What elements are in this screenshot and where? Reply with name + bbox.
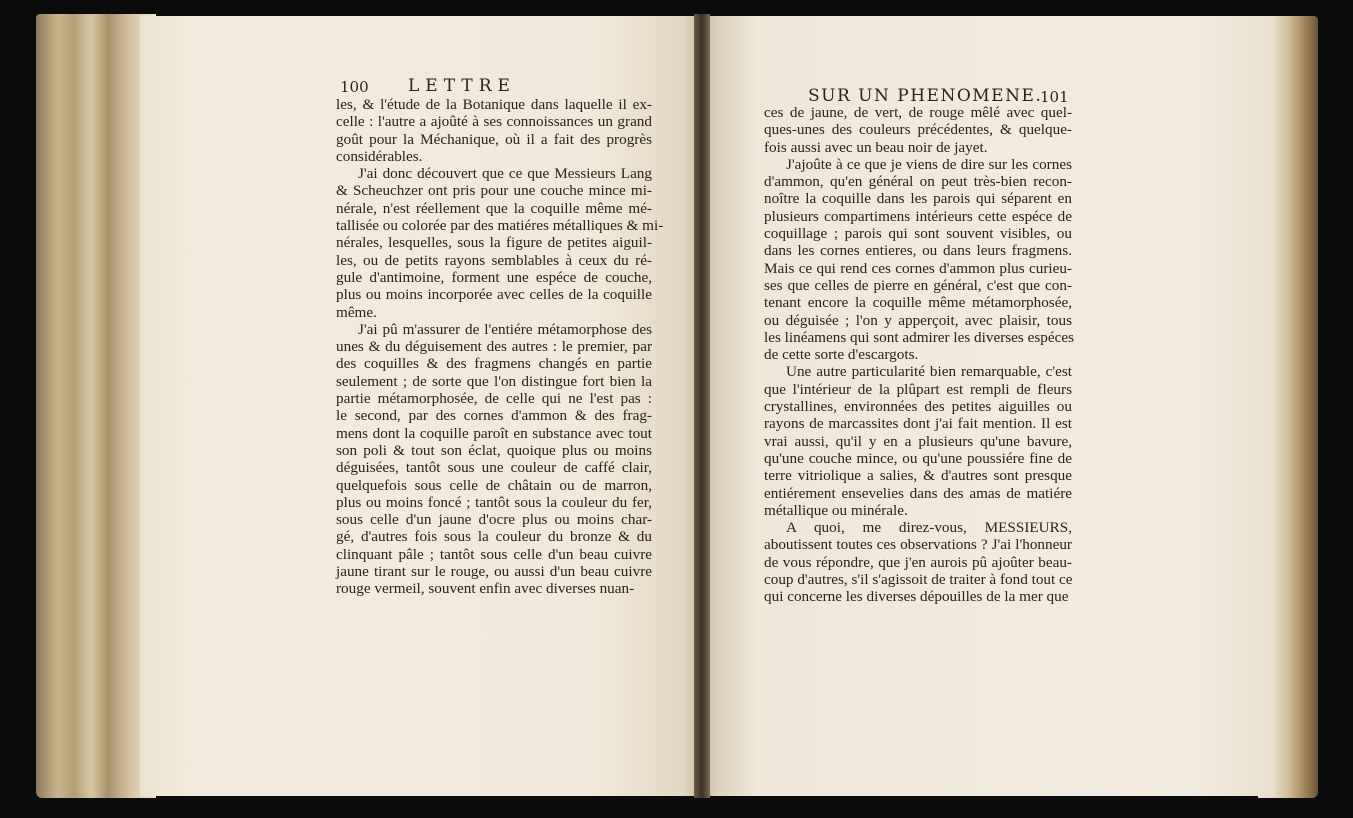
text-line: goût pour la Méchanique, où il a fait des progrès xyxy=(336,130,652,148)
text-line: gule d'antimoine, forment une espéce de couche, xyxy=(336,268,652,286)
text-line: unes & du déguisement des autres : le premier, par xyxy=(336,338,652,356)
text-line: même. xyxy=(336,303,377,321)
text-line: coup d'autres, s'il s'agissoit de traiter à fond tout ce xyxy=(764,571,1073,589)
text-line: tallisée ou colorée par des matiéres métalliques & mi- xyxy=(336,217,664,235)
text-line: & Scheuchzer ont pris pour une couche mince mi- xyxy=(336,182,652,200)
text-line: celle : l'autre a ajoûté à ses connoissances un grand xyxy=(336,113,652,131)
left-page-number: 100 xyxy=(340,78,369,96)
left-page-text xyxy=(336,96,664,598)
text-line: terre vitriolique a salies, & d'autres sont presque xyxy=(764,467,1072,485)
text-line: nérales, lesquelles, sous la figure de petites aiguil- xyxy=(336,234,652,252)
text-line: rayons de marcassites dont j'ai fait mention. Il est xyxy=(764,415,1072,433)
text-line: nérale, n'est réellement que la coquille même mé- xyxy=(336,199,652,217)
text-line: quelquefois sous celle de châtain ou de marron, xyxy=(336,476,652,494)
text-line: sous celle d'un jaune d'ocre plus ou moins char- xyxy=(336,511,652,529)
text-line: entiérement ensevelies dans des amas de matiére xyxy=(764,484,1072,502)
text-line: vrai aussi, qu'il y en a plusieurs qu'une bavure, xyxy=(764,432,1072,450)
text-line: ses que celles de pierre en général, c'est que con- xyxy=(764,276,1072,294)
text-line: d'ammon, qu'en général on peut très-bien recon- xyxy=(764,173,1072,191)
text-line: métallique ou minérale. xyxy=(764,501,908,519)
text-line: plus ou moins foncé ; tantôt sous la couleur du fer, xyxy=(336,493,652,511)
text-line: J'ai pû m'assurer de l'entiére métamorphose des xyxy=(358,320,652,338)
text-line: le second, par des cornes d'ammon & des frag- xyxy=(336,407,652,425)
text-line: gé, d'autres fois sous la couleur du bronze & du xyxy=(336,528,652,546)
text-line: J'ai donc découvert que ce que Messieurs Lang xyxy=(358,165,652,183)
text-line: coquillage ; parois qui sont souvent visibles, ou xyxy=(764,225,1072,243)
text-line: crystallines, environnées des petites aiguilles ou xyxy=(764,398,1072,416)
text-line: ou déguisée ; l'on y apperçoit, avec plaisir, tous xyxy=(764,311,1072,329)
text-line: noître la coquille dans les parois qui séparent en xyxy=(764,190,1072,208)
text-line: dans les cornes entieres, ou dans leurs fragmens. xyxy=(764,242,1072,260)
text-line: les linéamens qui sont admirer les diverses espéces xyxy=(764,328,1074,346)
text-line: fois aussi avec un beau noir de jayet. xyxy=(764,138,988,156)
text-line: les, ou de petits rayons semblables à ceux du ré- xyxy=(336,251,652,269)
text-line: des coquilles & des fragmens changés en partie xyxy=(336,355,652,373)
text-line: plus ou moins incorporée avec celles de la coquille xyxy=(336,286,652,304)
text-line: tenant encore la coquille même métamorphosée, xyxy=(764,294,1072,312)
text-line: déguisées, tantôt sous une couleur de caffé clair, xyxy=(336,459,652,477)
book-gutter xyxy=(694,14,710,798)
text-line: Mais ce qui rend ces cornes d'ammon plus curieu- xyxy=(764,259,1072,277)
text-line: A quoi, me direz-vous, MESSIEURS, xyxy=(786,519,1072,537)
text-line: J'ajoûte à ce que je viens de dire sur les cornes xyxy=(786,155,1072,173)
text-line: aboutissent toutes ces observations ? J'ai l'honneur xyxy=(764,536,1072,554)
right-running-head: SUR UN PHENOMENE. xyxy=(808,86,1043,106)
left-running-head: LETTRE xyxy=(408,76,516,96)
text-line: qu'une couche mince, ou qu'une poussiére fine de xyxy=(764,449,1072,467)
text-line: de vous répondre, que j'en aurois pû ajoûter beau- xyxy=(764,553,1072,571)
text-line: partie métamorphosée, de celle qui ne l'est pas : xyxy=(336,390,652,408)
text-line: ques-unes des couleurs précédentes, & quelque- xyxy=(764,121,1072,139)
text-line: son poli & tout son éclat, quoique plus ou moins xyxy=(336,441,652,459)
text-line: jaune tirant sur le rouge, ou aussi d'un beau cuivre xyxy=(336,563,652,581)
text-line: les, & l'étude de la Botanique dans laquelle il ex- xyxy=(336,96,652,113)
text-line: qui concerne les diverses dépouilles de la mer que xyxy=(764,588,1069,606)
text-line: ces de jaune, de vert, de rouge mêlé avec quel- xyxy=(764,104,1072,121)
right-page-number: 101 xyxy=(1040,88,1069,106)
text-line: de cette sorte d'escargots. xyxy=(764,346,919,364)
text-line: clinquant pâle ; tantôt sous celle d'un beau cuivre xyxy=(336,545,652,563)
text-line: Une autre particularité bien remarquable, c'est xyxy=(786,363,1072,381)
text-line: seulement ; de sorte que l'on distingue fort bien la xyxy=(336,372,652,390)
text-line: mens dont la coquille paroît en substance avec tout xyxy=(336,424,652,442)
text-line: plusieurs compartimens intérieurs cette espéce de xyxy=(764,207,1072,225)
text-line: rouge vermeil, souvent enfin avec diverses nuan- xyxy=(336,580,635,598)
right-page-text xyxy=(764,104,1072,606)
left-page-edges xyxy=(36,14,156,798)
text-line: que l'intérieur de la plûpart est rempli de fleurs xyxy=(764,380,1072,398)
text-line: considérables. xyxy=(336,147,423,165)
